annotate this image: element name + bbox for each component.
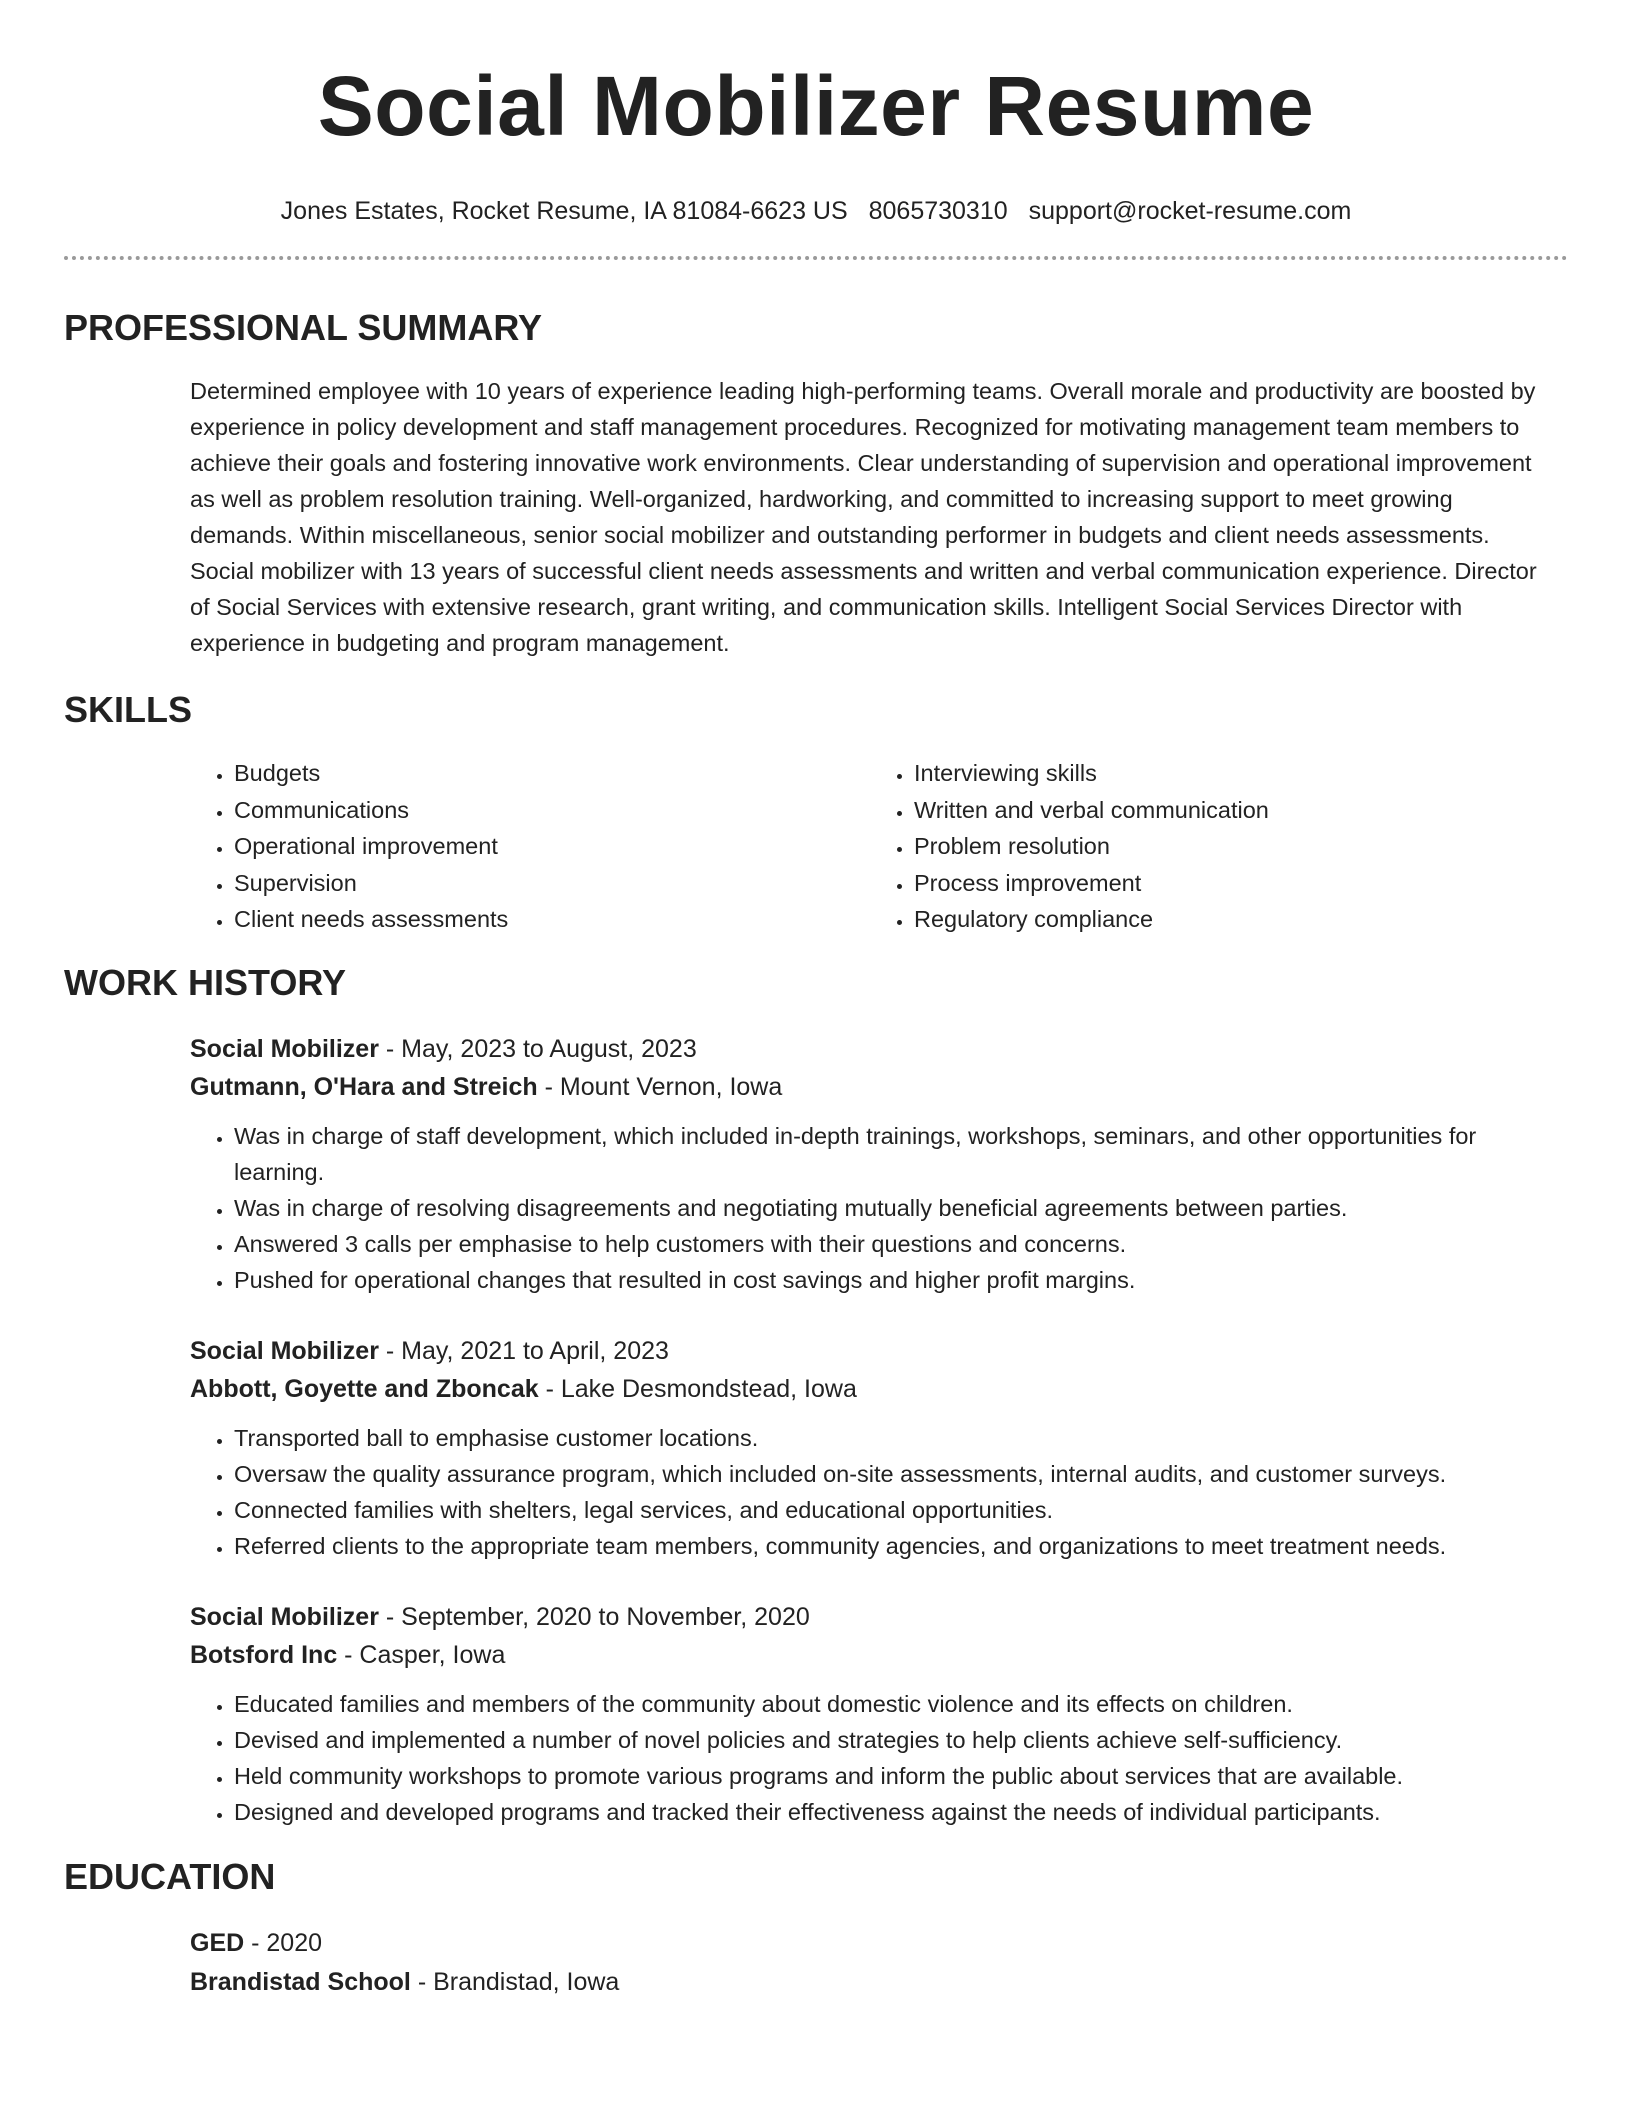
skill-item: • Written and verbal communication bbox=[914, 792, 1269, 829]
job-location: - Lake Desmondstead, Iowa bbox=[538, 1374, 857, 1403]
summary-text: Determined employee with 10 years of experience leading high-performing teams. Overall morale and productivity are boosted by experience in policy development and staff management procedures. Recognized for motivating management team members to achieve their goals and fostering innovative work environments. Clear understanding of supervision and operational improvement as well as problem resolution training. Well-organized, hardworking, and committed to increasing support to meet growing demands. Within miscellaneous, senior social mobilizer and outstanding performer in budgets and client needs assessments. Social mobilizer with 13 years of successful client needs assessments and written and verbal communication experience. Director of Social Services with extensive research, grant writing, and communication skills. Intelligent Social Services Director with experience in budgeting and program management. bbox=[190, 378, 1537, 656]
contact-line bbox=[64, 196, 1568, 226]
job-bullet: • Was in charge of staff development, which included in-depth trainings, workshops, seminars, and other opportunities for learning. bbox=[234, 1118, 1568, 1190]
skill-item: • Regulatory compliance bbox=[914, 901, 1269, 938]
work-history-heading: WORK HISTORY bbox=[64, 961, 347, 1003]
job-title: Social Mobilizer bbox=[190, 1336, 379, 1365]
skills-column-left bbox=[190, 755, 870, 938]
job-bullet: • Devised and implemented a number of novel policies and strategies to help clients achieve self-sufficiency. bbox=[234, 1722, 1568, 1758]
job-company-line bbox=[190, 1636, 1568, 1674]
education-location: - Brandistad, Iowa bbox=[410, 1967, 620, 1996]
professional-summary-section bbox=[64, 307, 1568, 661]
job-bullet: • Connected families with shelters, legal services, and educational opportunities. bbox=[234, 1492, 1568, 1528]
education-school: Brandistad School bbox=[190, 1967, 411, 1996]
skill-item: • Client needs assessments bbox=[234, 901, 870, 938]
education-section bbox=[64, 1856, 1568, 2002]
job-title-line bbox=[190, 1030, 1568, 1068]
skill-item: • Interviewing skills bbox=[914, 755, 1269, 792]
skill-item: • Process improvement bbox=[914, 865, 1269, 902]
job-title: Social Mobilizer bbox=[190, 1602, 379, 1631]
job-bullet: • Pushed for operational changes that resulted in cost savings and higher profit margins. bbox=[234, 1262, 1568, 1298]
education-degree-line bbox=[190, 1924, 1568, 1963]
job-bullets bbox=[190, 1420, 1568, 1564]
job-bullet: • Educated families and members of the community about domestic violence and its effects on children. bbox=[234, 1686, 1568, 1722]
work-history-section bbox=[64, 962, 1568, 1830]
job-bullet: • Held community workshops to promote various programs and inform the public about services that are available. bbox=[234, 1758, 1568, 1794]
resume-header bbox=[64, 0, 1568, 260]
job-bullet: • Transported ball to emphasise customer locations. bbox=[234, 1420, 1568, 1456]
skills-column-right bbox=[870, 755, 1269, 938]
education-heading: EDUCATION bbox=[64, 1855, 276, 1897]
education-year: - 2020 bbox=[244, 1928, 323, 1957]
skill-item: • Supervision bbox=[234, 865, 870, 902]
job-location: - Mount Vernon, Iowa bbox=[537, 1072, 783, 1101]
job-company: Botsford Inc bbox=[190, 1640, 338, 1669]
job-bullets bbox=[190, 1686, 1568, 1830]
job-bullets bbox=[190, 1118, 1568, 1298]
job-bullet: • Designed and developed programs and tracked their effectiveness against the needs of individual participants. bbox=[234, 1794, 1568, 1830]
education-entry bbox=[64, 1924, 1568, 2002]
job-entry bbox=[64, 1332, 1568, 1564]
contact-email: support@rocket-resume.com bbox=[1028, 197, 1352, 225]
summary-heading: PROFESSIONAL SUMMARY bbox=[64, 307, 543, 348]
skills-heading: SKILLS bbox=[64, 689, 193, 730]
job-dates: - September, 2020 to November, 2020 bbox=[378, 1602, 810, 1631]
resume-title: Social Mobilizer Resume bbox=[317, 59, 1315, 153]
skill-item: • Problem resolution bbox=[914, 828, 1269, 865]
job-title: Social Mobilizer bbox=[190, 1034, 379, 1063]
job-title-line bbox=[190, 1598, 1568, 1636]
skill-item: • Communications bbox=[234, 792, 870, 829]
education-school-line bbox=[190, 1963, 1568, 2002]
job-company: Gutmann, O'Hara and Streich bbox=[190, 1072, 538, 1101]
job-bullet: • Was in charge of resolving disagreements and negotiating mutually beneficial agreements between parties. bbox=[234, 1190, 1568, 1226]
education-degree: GED bbox=[190, 1928, 245, 1957]
skill-item: • Budgets bbox=[234, 755, 870, 792]
job-location: - Casper, Iowa bbox=[337, 1640, 506, 1669]
job-entry bbox=[64, 1030, 1568, 1298]
job-company-line bbox=[190, 1370, 1568, 1408]
skills-section bbox=[64, 689, 1568, 938]
job-title-line bbox=[190, 1332, 1568, 1370]
job-company-line bbox=[190, 1068, 1568, 1106]
job-bullet: • Answered 3 calls per emphasise to help customers with their questions and concerns. bbox=[234, 1226, 1568, 1262]
job-entry bbox=[64, 1598, 1568, 1830]
header-divider bbox=[64, 256, 1568, 260]
contact-address: Jones Estates, Rocket Resume, IA 81084-6623 US bbox=[280, 197, 848, 225]
contact-phone: 8065730310 bbox=[868, 197, 1008, 225]
job-bullet: • Oversaw the quality assurance program, which included on-site assessments, internal audits, and customer surveys. bbox=[234, 1456, 1568, 1492]
job-company: Abbott, Goyette and Zboncak bbox=[190, 1374, 539, 1403]
job-dates: - May, 2021 to April, 2023 bbox=[378, 1336, 669, 1365]
skills-list bbox=[64, 755, 1568, 938]
job-bullet: • Referred clients to the appropriate team members, community agencies, and organizations to meet treatment needs. bbox=[234, 1528, 1568, 1564]
skill-item: • Operational improvement bbox=[234, 828, 870, 865]
job-dates: - May, 2023 to August, 2023 bbox=[378, 1034, 697, 1063]
